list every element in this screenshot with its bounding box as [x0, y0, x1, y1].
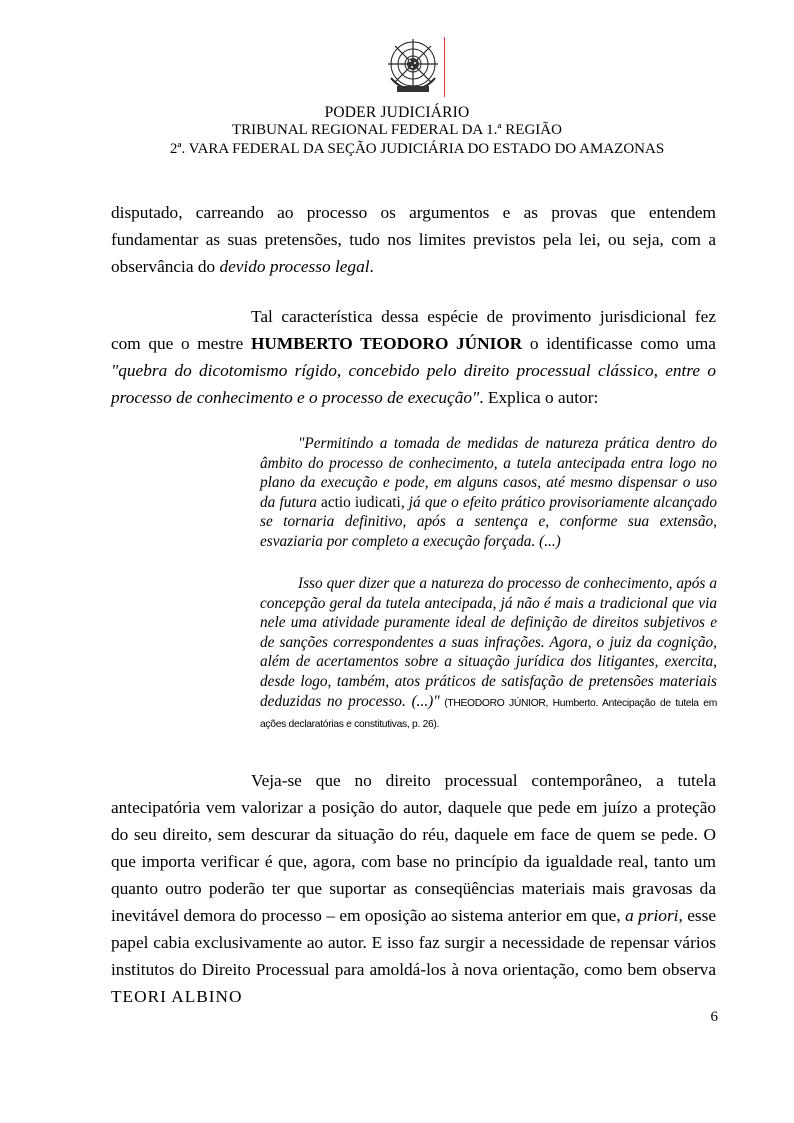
- block-quote-2: Isso quer dizer que a natureza do processo de conhecimento, após a concepção geral da tutela antecipada, já não é mais a tradicional que via nele uma atividade puramente ideal de definição de direitos subjetivos e de sanções correspondentes a suas infrações. Agora, o juiz da cognição, além de acertamentos sobre a situação jurídica dos litigantes, exercita, desde logo, também, atos práticos de satisfação de pretensões materiais deduzidas no processo. (...)" (THEODORO JÚNIOR, Humberto. Antecipação de tutela em ações declaratórias e constitutivas, p. 26).: [260, 575, 717, 731]
- brazil-coat-of-arms-icon: [383, 36, 443, 96]
- author-name: HUMBERTO TEODORO JÚNIOR: [250, 334, 523, 353]
- header-tribunal: TRIBUNAL REGIONAL FEDERAL DA 1.ª REGIÃO: [232, 122, 562, 138]
- seal-divider-line: [444, 37, 445, 97]
- header-vara: 2ª. VARA FEDERAL DA SEÇÃO JUDICIÁRIA DO ESTADO DO AMAZONAS: [169, 141, 665, 157]
- block-quote-1: "Permitindo a tomada de medidas de natureza prática dentro do âmbito do processo de conhecimento, a tutela antecipada entra logo no plano da execução e pode, em alguns casos, até mesmo dispensar o uso da futura actio iudicati, já que o efeito prático provisoriamente alcançado se tornaria definitivo, após a sentença e, conforme sua extensão, esvaziaria por completo a execução forçada. (...): [260, 435, 718, 550]
- paragraph-3: Veja-se que no direito processual contemporâneo, a tutela antecipatória vem valorizar a posição do autor, daquele que pede em juízo a proteção do seu direito, sem descurar da situação do réu, daquele em face de quem se pede. O que importa verificar é que, agora, com base no princípio da igualdade real, tanto um quanto outro poderão ter que suportar as conseqüências materiais mais gravosas da inevitável demora do processo – em oposição ao sistema anterior em que, a priori, esse papel cabia exclusivamente ao autor. E isso faz surgir a necessidade de repensar vários institutos do Direito Processual para amoldá-los à nova orientação, como bem observa TEORI ALBINO: [111, 771, 717, 1006]
- header-court-power: PODER JUDICIÁRIO: [324, 104, 470, 121]
- paragraph-2: Tal característica dessa espécie de provimento jurisdicional fez com que o mestre HUMBERTO TEODORO JÚNIOR o identificasse como uma "quebra do dicotomismo rígido, concebido pelo direito processual clássico, entre o processo de conhecimento e o processo de execução". Explica o autor:: [111, 307, 716, 407]
- author-name-2: TEORI ALBINO: [111, 987, 243, 1006]
- citation: (THEODORO JÚNIOR, Humberto. Antecipação de tutela em ações declaratórias e constitutivas, p. 26).: [260, 697, 717, 731]
- paragraph-1: disputado, carreando ao processo os argumentos e as provas que entendem fundamentar as suas pretensões, tudo nos limites previstos pela lei, ou seja, com a observância do devido processo legal.: [111, 203, 716, 276]
- page-number: 6: [710, 1009, 718, 1025]
